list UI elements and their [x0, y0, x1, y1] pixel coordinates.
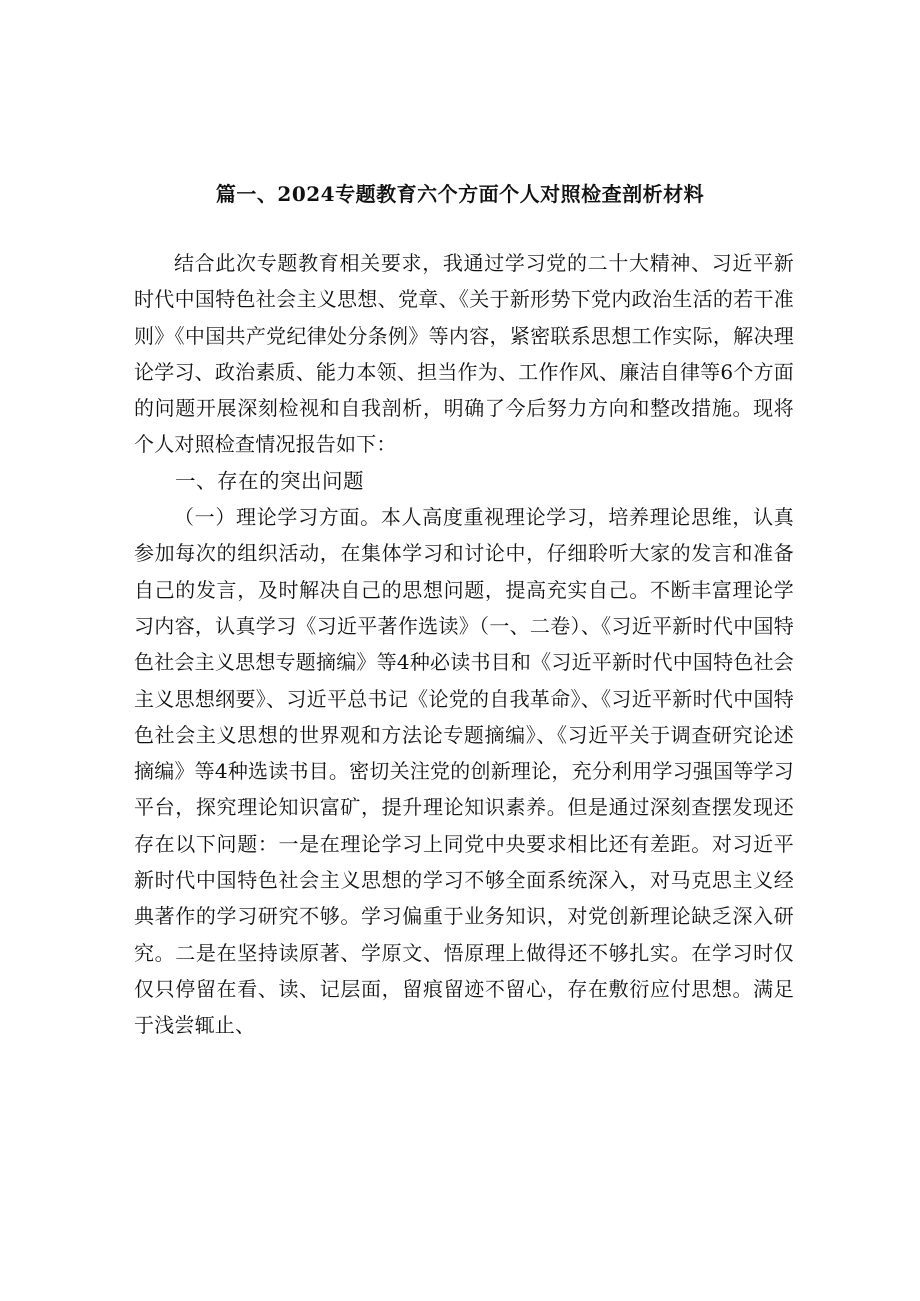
section-heading: 一、存在的突出问题 [175, 468, 364, 493]
intro-paragraph: 结合此次专题教育相关要求，我通过学习党的二十大精神、习近平新时代中国特色社会主义思想、党章、《关于新形势下党内政治生活的若干准则》《中国共产党纪律处分条例》等内容，紧密联系思想工作实际，解决理论学习、政治素质、能力本领、担当作为、工作作风、廉洁自律等6个方面的问题开展深刻检视和自我剖析，明确了今后努力方向和整改措施。现将个人对照检查情况报告如下： [134, 251, 794, 457]
document-body [134, 245, 794, 1044]
document-title: 篇一、2024专题教育六个方面个人对照检查剖析材料 [215, 182, 705, 206]
section-paragraph: （一）理论学习方面。本人高度重视理论学习，培养理论思维，认真参加每次的组织活动，在集体学习和讨论中，仔细聆听大家的发言和准备自己的发言，及时解决自己的思想问题，提高充实自己。不断丰富理论学习内容，认真学习《习近平著作选读》（一、二卷）、《习近平新时代中国特色社会主义思想专题摘编》等4种必读书目和《习近平新时代中国特色社会主义思想纲要》、习近平总书记《论党的自我革命》、《习近平新时代中国特色社会主义思想的世界观和方法论专题摘编》、《习近平关于调查研究论述摘编》等4种选读书目。密切关注党的创新理论，充分利用学习强国等学习平台，探究理论知识富矿，提升理论知识素养。但是通过深刻查摆发现还存在以下问题：一是在理论学习上同党中央要求相比还有差距。对习近平新时代中国特色社会主义思想的学习不够全面系统深入，对马克思主义经典著作的学习研究不够。学习偏重于业务知识，对党创新理论缺乏深入研究。二是在坚持读原著、学原文、悟原理上做得还不够扎实。在学习时仅仅只停留在看、读、记层面，留痕留迹不留心，存在敷衍应付思想。满足于浅尝辄止、 [134, 505, 794, 1038]
